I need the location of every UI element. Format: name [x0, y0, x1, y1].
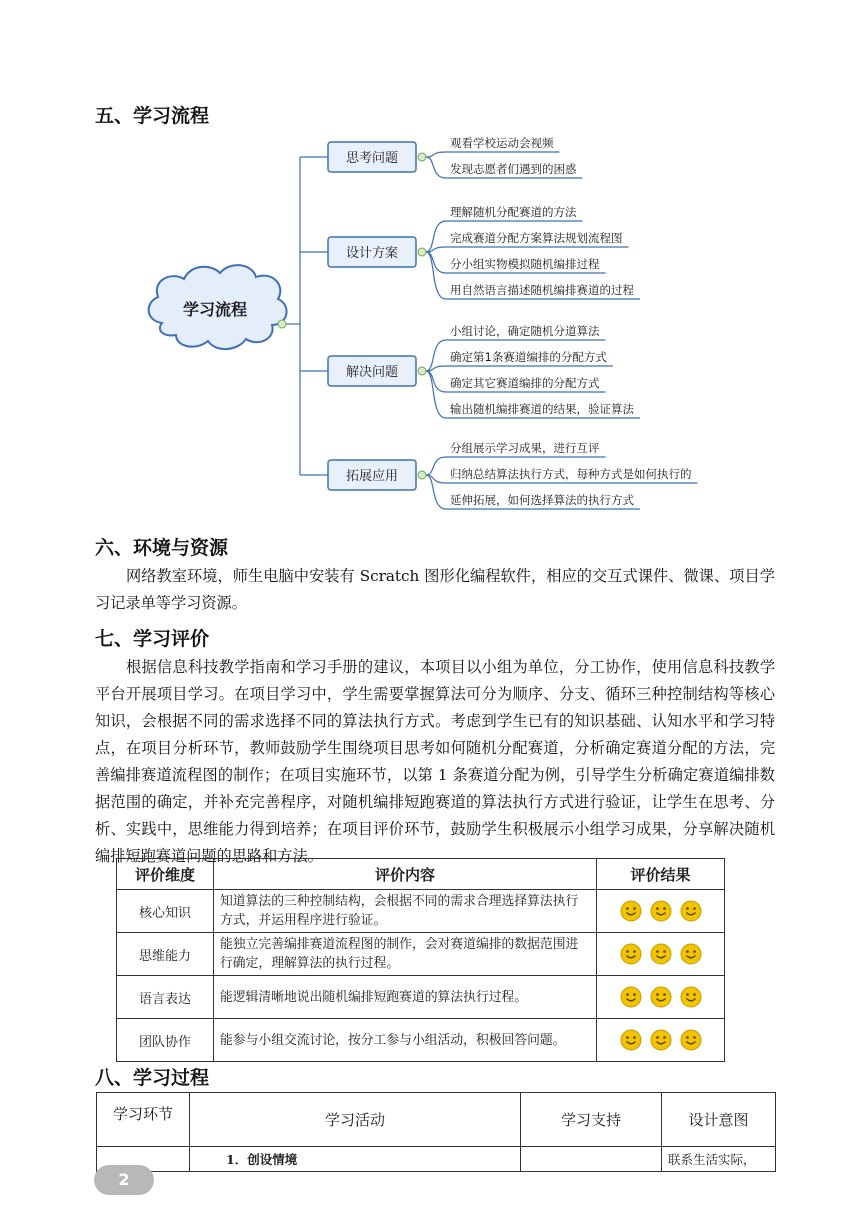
leaf-curve	[426, 247, 446, 252]
leaf-curve	[426, 371, 446, 392]
smiley-icon	[620, 943, 642, 965]
leaf-label: 确定第1条赛道编排的分配方式	[450, 350, 607, 364]
leaf-label: 归纳总结算法执行方式，每种方式是如何执行的	[450, 467, 692, 481]
branch-node-1	[328, 142, 416, 172]
section-heading-environment: 六、环境与资源	[95, 537, 229, 559]
mindmap-leaf-item	[446, 257, 606, 273]
smiley-icon	[680, 1029, 702, 1051]
mindmap-leaf-item	[446, 205, 583, 221]
learning-flow-mindmap	[140, 135, 720, 515]
branch-label: 拓展应用	[345, 469, 399, 484]
evaluation-table	[116, 858, 725, 1062]
section-heading-process: 八、学习过程	[95, 1067, 210, 1089]
leaf-label: 发现志愿者们遇到的困惑	[450, 162, 577, 176]
collapse-icon[interactable]	[418, 367, 426, 375]
table-row	[117, 1019, 725, 1062]
leaf-curve	[426, 457, 446, 475]
mindmap-leaf-item	[446, 467, 698, 483]
process-table-header	[97, 1093, 776, 1147]
mindmap-leaf-item	[446, 376, 606, 392]
header-support: 学习支持	[521, 1093, 662, 1147]
result-cell	[597, 976, 725, 1019]
leaf-label: 理解随机分配赛道的方法	[450, 205, 577, 219]
result-cell	[597, 933, 725, 976]
mindmap-leaf-item	[446, 324, 606, 340]
collapse-icon[interactable]	[418, 153, 426, 161]
dimension-cell: 语言表达	[117, 976, 214, 1019]
header-dimension: 评价维度	[117, 859, 214, 890]
leaf-label: 分小组实物模拟随机编排过程	[450, 257, 600, 271]
leaf-label: 小组讨论，确定随机分道算法	[450, 324, 600, 338]
support-cell	[521, 1147, 662, 1172]
leaf-curve	[426, 366, 446, 371]
section-heading-flow: 五、学习流程	[95, 105, 210, 127]
smiley-icon	[680, 900, 702, 922]
mindmap-leaf-item	[446, 231, 629, 247]
smiley-icon	[680, 986, 702, 1008]
mindmap-leaf-item	[446, 162, 583, 178]
leaf-label: 分组展示学习成果，进行互评	[450, 441, 600, 455]
intent-cell: 联系生活实际，	[662, 1147, 776, 1172]
collapse-icon[interactable]	[418, 248, 426, 256]
branch-label: 思考问题	[345, 151, 399, 166]
leaf-curve	[426, 252, 446, 273]
table-row	[97, 1147, 776, 1172]
leaf-label: 用自然语言描述随机编排赛道的过程	[450, 283, 634, 297]
mindmap-leaf-item	[446, 493, 640, 509]
leaf-curve	[426, 157, 446, 178]
dimension-cell: 思维能力	[117, 933, 214, 976]
header-content: 评价内容	[214, 859, 597, 890]
branch-node-3	[328, 356, 416, 386]
mindmap-leaf-item	[446, 283, 640, 299]
header-intent: 设计意图	[662, 1093, 776, 1147]
root-cloud	[149, 265, 287, 349]
smiley-icon	[620, 986, 642, 1008]
mindmap-leaf-item	[446, 350, 613, 366]
mindmap-leaf-item	[446, 136, 560, 152]
branch-node-2	[328, 237, 416, 267]
leaf-label: 完成赛道分配方案算法规划流程图	[450, 231, 623, 245]
header-stage: 学习环节	[97, 1093, 190, 1147]
result-cell	[597, 1019, 725, 1062]
content-cell: 知道算法的三种控制结构，会根据不同的需求合理选择算法执行方式，并运用程序进行验证。	[214, 890, 597, 933]
collapse-icon[interactable]	[418, 471, 426, 479]
header-activity: 学习活动	[190, 1093, 521, 1147]
content-cell: 能逻辑清晰地说出随机编排短跑赛道的算法执行过程。	[214, 976, 597, 1019]
evaluation-table-header	[117, 859, 725, 890]
mindmap-leaf-item	[446, 402, 640, 418]
leaf-label: 输出随机编排赛道的结果，验证算法	[450, 402, 634, 416]
content-cell: 能独立完善编排赛道流程图的制作，会对赛道编排的数据范围进行确定，理解算法的执行过程。	[214, 933, 597, 976]
process-table	[96, 1092, 776, 1172]
table-row	[117, 890, 725, 933]
evaluation-paragraph: 根据信息科技教学指南和学习手册的建议，本项目以小组为单位，分工协作，使用信息科技教学平台开展项目学习。在项目学习中，学生需要掌握算法可分为顺序、分支、循环三种控制结构等核心知识，会根据不同的需求选择不同的算法执行方式。考虑到学生已有的知识基础、认知水平和学习特点，在项目分析环节，教师鼓励学生围绕项目思考如何随机分配赛道，分析确定赛道分配的方法，完善编排赛道流程图的制作；在项目实施环节，以第 1 条赛道分配为例，引导学生分析确定赛道编排数据范围的确定，并补充完善程序，对随机编排短跑赛道的算法执行方式进行验证，让学生在思考、分析、实践中，思维能力得到培养；在项目评价环节，鼓励学生积极展示小组学习成果，分享解决随机编排短跑赛道问题的思路和方法。	[95, 658, 775, 865]
content-cell: 能参与小组交流讨论，按分工参与小组活动，积极回答问题。	[214, 1019, 597, 1062]
page-number-badge: 2	[94, 1165, 154, 1195]
root-label: 学习流程	[182, 300, 248, 319]
branch-label: 设计方案	[345, 246, 399, 261]
smiley-icon	[680, 943, 702, 965]
activity-cell: 1．创设情境	[190, 1147, 521, 1172]
table-row	[117, 933, 725, 976]
leaf-curve	[426, 152, 446, 157]
leaf-label: 观看学校运动会视频	[450, 136, 554, 150]
smiley-icon	[620, 900, 642, 922]
leaf-curve	[426, 252, 446, 299]
leaf-label: 确定其它赛道编排的分配方式	[450, 376, 600, 390]
leaf-curve	[426, 371, 446, 418]
mindmap-leaf-item	[446, 441, 606, 457]
leaf-curve	[426, 475, 446, 509]
smiley-icon	[650, 943, 672, 965]
smiley-icon	[650, 1029, 672, 1051]
collapse-icon[interactable]	[278, 320, 286, 328]
smiley-icon	[650, 986, 672, 1008]
branch-label: 解决问题	[345, 365, 399, 380]
leaf-label: 延伸拓展，如何选择算法的执行方式	[450, 493, 634, 507]
table-row	[117, 976, 725, 1019]
smiley-icon	[650, 900, 672, 922]
branch-node-4	[328, 460, 416, 490]
smiley-icon	[620, 1029, 642, 1051]
section-heading-evaluation: 七、学习评价	[95, 628, 210, 650]
environment-paragraph: 网络教室环境，师生电脑中安装有 Scratch 图形化编程软件，相应的交互式课件、微课、项目学习记录单等学习资源。	[95, 567, 775, 612]
dimension-cell: 核心知识	[117, 890, 214, 933]
dimension-cell: 团队协作	[117, 1019, 214, 1062]
header-result: 评价结果	[597, 859, 725, 890]
result-cell	[597, 890, 725, 933]
